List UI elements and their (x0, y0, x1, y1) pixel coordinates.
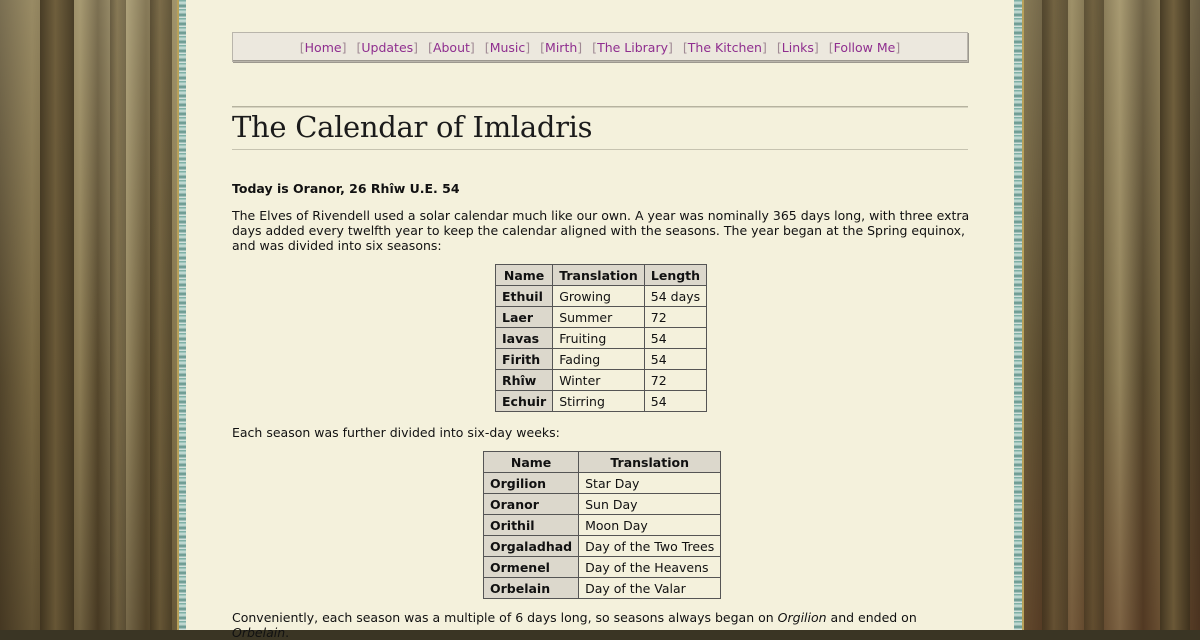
nav-link-links[interactable]: Links (781, 39, 814, 55)
main-nav (232, 32, 968, 62)
nav-follow: [Follow Me] (828, 39, 901, 55)
day-translation: Day of the Heavens (579, 557, 721, 578)
weeks-intro-paragraph: Each season was further divided into six-day weeks: (232, 425, 560, 440)
column-header: Translation (553, 265, 645, 286)
nav-music: [Music] (484, 39, 531, 55)
season-length: 72 (644, 307, 706, 328)
tree-trunk (1042, 0, 1068, 630)
season-name: Firith (496, 349, 553, 370)
nav-links: [Links] (776, 39, 819, 55)
season-translation: Fruiting (553, 328, 645, 349)
nav-link-kitchen[interactable]: The Kitchen (687, 39, 762, 55)
nav-link-music[interactable]: Music (489, 39, 526, 55)
season-name: Laer (496, 307, 553, 328)
nav-link-mirth[interactable]: Mirth (545, 39, 578, 55)
season-length: 54 (644, 349, 706, 370)
table-row (484, 557, 721, 578)
season-name: Rhîw (496, 370, 553, 391)
nav-updates: [Updates] (356, 39, 419, 55)
table-row (496, 391, 707, 412)
column-header: Name (496, 265, 553, 286)
season-name: Iavas (496, 328, 553, 349)
day-name: Oranor (484, 494, 579, 515)
table-row (484, 473, 721, 494)
day-translation: Day of the Valar (579, 578, 721, 599)
table-header-row (496, 265, 707, 286)
season-length: 54 (644, 391, 706, 412)
first-day-name: Orgilion (777, 610, 827, 625)
tree-trunk (1160, 0, 1190, 630)
divider (232, 106, 968, 108)
table-row (496, 328, 707, 349)
page-title: The Calendar of Imladris (232, 110, 593, 144)
season-translation: Stirring (553, 391, 645, 412)
tree-trunk (40, 0, 74, 630)
table-row (484, 515, 721, 536)
divider (232, 149, 968, 150)
table-row (496, 286, 707, 307)
column-header: Translation (579, 452, 721, 473)
day-name: Orbelain (484, 578, 579, 599)
last-day-name: Orbelain (232, 625, 286, 640)
season-translation: Winter (553, 370, 645, 391)
nav-link-follow-me[interactable]: Follow Me (833, 39, 896, 55)
day-name: Ormenel (484, 557, 579, 578)
day-name: Orithil (484, 515, 579, 536)
season-length: 54 days (644, 286, 706, 307)
day-translation: Star Day (579, 473, 721, 494)
day-translation: Moon Day (579, 515, 721, 536)
nav-link-about[interactable]: About (432, 39, 470, 55)
closing-text: and ended on (826, 610, 917, 625)
day-translation: Sun Day (579, 494, 721, 515)
table-row (484, 578, 721, 599)
day-name: Orgaladhad (484, 536, 579, 557)
nav-link-updates[interactable]: Updates (361, 39, 414, 55)
table-header-row (484, 452, 721, 473)
table-row (496, 349, 707, 370)
nav-home: [Home] (299, 39, 347, 55)
tree-trunk (110, 0, 126, 630)
table-row (484, 536, 721, 557)
column-header: Name (484, 452, 579, 473)
seasons-table (495, 264, 707, 412)
season-length: 54 (644, 328, 706, 349)
closing-text: Conveniently, each season was a multiple of 6 days long, so seasons always began on (232, 610, 778, 625)
nav-link-home[interactable]: Home (304, 39, 342, 55)
tree-trunk (1084, 0, 1104, 630)
table-row (484, 494, 721, 515)
intro-paragraph: The Elves of Rivendell used a solar calendar much like our own. A year was nominally 365 days long, with three extra days added every twelfth year to keep the calendar aligned with the seasons. The year began at the Spring equinox, and was divided into six seasons: (232, 208, 970, 253)
season-name: Echuir (496, 391, 553, 412)
table-row (496, 370, 707, 391)
season-translation: Summer (553, 307, 645, 328)
tree-trunk (150, 0, 172, 630)
season-translation: Growing (553, 286, 645, 307)
weeks-table (483, 451, 721, 599)
content-panel (186, 0, 1014, 640)
ornamental-border-left (178, 0, 186, 630)
season-length: 72 (644, 370, 706, 391)
ornamental-border-right (1014, 0, 1022, 630)
season-translation: Fading (553, 349, 645, 370)
nav-about: [About] (428, 39, 475, 55)
nav-mirth: [Mirth] (540, 39, 583, 55)
nav-library: [The Library] (592, 39, 673, 55)
today-date: Today is Oranor, 26 Rhîw U.E. 54 (232, 181, 460, 196)
table-row (496, 307, 707, 328)
border-edge (1022, 0, 1024, 630)
season-name: Ethuil (496, 286, 553, 307)
forest-background-left (0, 0, 178, 630)
day-translation: Day of the Two Trees (579, 536, 721, 557)
forest-background-right (1022, 0, 1200, 630)
nav-kitchen: [The Kitchen] (682, 39, 767, 55)
border-edge (177, 0, 179, 630)
closing-text: . (285, 625, 290, 640)
nav-link-library[interactable]: The Library (597, 39, 668, 55)
day-name: Orgilion (484, 473, 579, 494)
closing-paragraph (232, 610, 972, 640)
column-header: Length (644, 265, 706, 286)
